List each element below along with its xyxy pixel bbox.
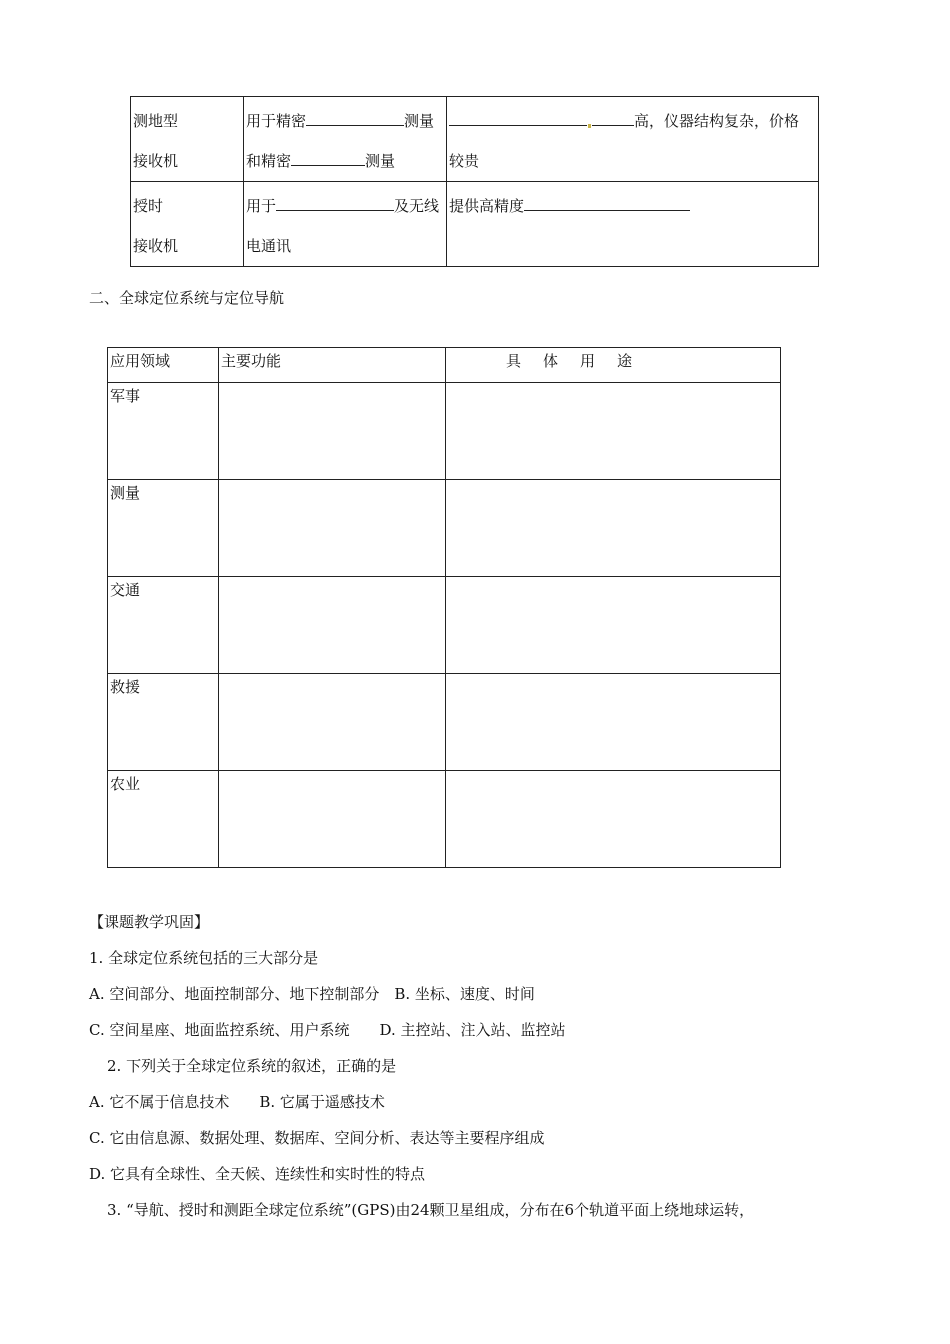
application-table: [107, 347, 781, 868]
application-header-row: [108, 348, 781, 383]
receiver-type-line2: 接收机: [133, 152, 179, 170]
application-field: 交通: [108, 577, 219, 674]
receiver-table: [130, 96, 819, 267]
option-line: C. 空间星座、地面监控系统、用户系统 D. 主控站、注入站、监控站: [89, 1021, 566, 1039]
fill-blank[interactable]: [306, 109, 404, 126]
option-line: A. 空间部分、地面控制部分、地下控制部分 B. 坐标、速度、时间: [89, 985, 535, 1003]
usage-cell[interactable]: [446, 480, 781, 577]
use-text: 电通讯: [246, 237, 292, 255]
option-line: D. 它具有全球性、全天候、连续性和实时性的特点: [89, 1165, 426, 1183]
feature-text: 提供高精度: [449, 197, 525, 215]
use-text: 及无线: [394, 197, 440, 215]
function-cell[interactable]: [219, 577, 446, 674]
receiver-use-cell: [244, 97, 447, 182]
fill-blank[interactable]: [291, 149, 365, 166]
option-line: C. 它由信息源、数据处理、数据库、空间分析、表达等主要程序组成: [89, 1129, 545, 1147]
application-field: 农业: [108, 771, 219, 868]
application-field: 救援: [108, 674, 219, 771]
function-cell[interactable]: [219, 771, 446, 868]
receiver-type-line1: 授时: [133, 197, 164, 215]
header-char: 用: [580, 352, 596, 370]
receiver-type-line2: 接收机: [133, 237, 179, 255]
option-line: A. 它不属于信息技术 B. 它属于遥感技术: [89, 1093, 385, 1111]
function-cell[interactable]: [219, 383, 446, 480]
application-field: 军事: [108, 383, 219, 480]
usage-cell[interactable]: [446, 383, 781, 480]
receiver-feature-cell: [447, 182, 819, 267]
fill-blank[interactable]: [449, 109, 587, 126]
question-line: 2. 下列关于全球定位系统的叙述，正确的是: [107, 1057, 397, 1075]
header-field: 应用领域: [108, 348, 219, 383]
header-char: 体: [543, 352, 559, 370]
header-function: 主要功能: [219, 348, 446, 383]
fill-blank[interactable]: [592, 109, 634, 126]
feature-text: 高，仪器结构复杂，价格: [634, 112, 800, 130]
function-cell[interactable]: [219, 480, 446, 577]
dot-mark: [588, 124, 591, 128]
use-text: 用于: [246, 197, 277, 215]
use-text: 测量: [365, 152, 396, 170]
fill-blank[interactable]: [276, 194, 394, 211]
application-row: [108, 480, 781, 577]
receiver-type-cell: [131, 97, 244, 182]
application-row: [108, 383, 781, 480]
receiver-row-geodetic: [131, 97, 819, 182]
usage-cell[interactable]: [446, 674, 781, 771]
receiver-use-cell: [244, 182, 447, 267]
section-title: 二、全球定位系统与定位导航: [89, 289, 285, 307]
receiver-row-timing: [131, 182, 819, 267]
application-row: [108, 577, 781, 674]
header-usage: [446, 348, 781, 383]
header-char: 途: [617, 352, 633, 370]
usage-cell[interactable]: [446, 771, 781, 868]
application-row: [108, 674, 781, 771]
function-cell[interactable]: [219, 674, 446, 771]
feature-text: 较贵: [449, 152, 480, 170]
use-text: 和精密: [246, 152, 292, 170]
application-field: 测量: [108, 480, 219, 577]
use-text: 测量: [404, 112, 435, 130]
application-row: [108, 771, 781, 868]
receiver-type-cell: [131, 182, 244, 267]
header-char: 具: [506, 352, 522, 370]
fill-blank[interactable]: [524, 194, 690, 211]
usage-cell[interactable]: [446, 577, 781, 674]
question-line: 1. 全球定位系统包括的三大部分是: [89, 949, 319, 967]
practice-heading: 【课题教学巩固】: [89, 913, 210, 931]
question-line: 3. “导航、授时和测距全球定位系统”(GPS)由24颗卫星组成，分布在6个轨道平面上绕地球运转，: [107, 1201, 755, 1219]
receiver-type-line1: 测地型: [133, 112, 179, 130]
use-text: 用于精密: [246, 112, 307, 130]
receiver-feature-cell: [447, 97, 819, 182]
